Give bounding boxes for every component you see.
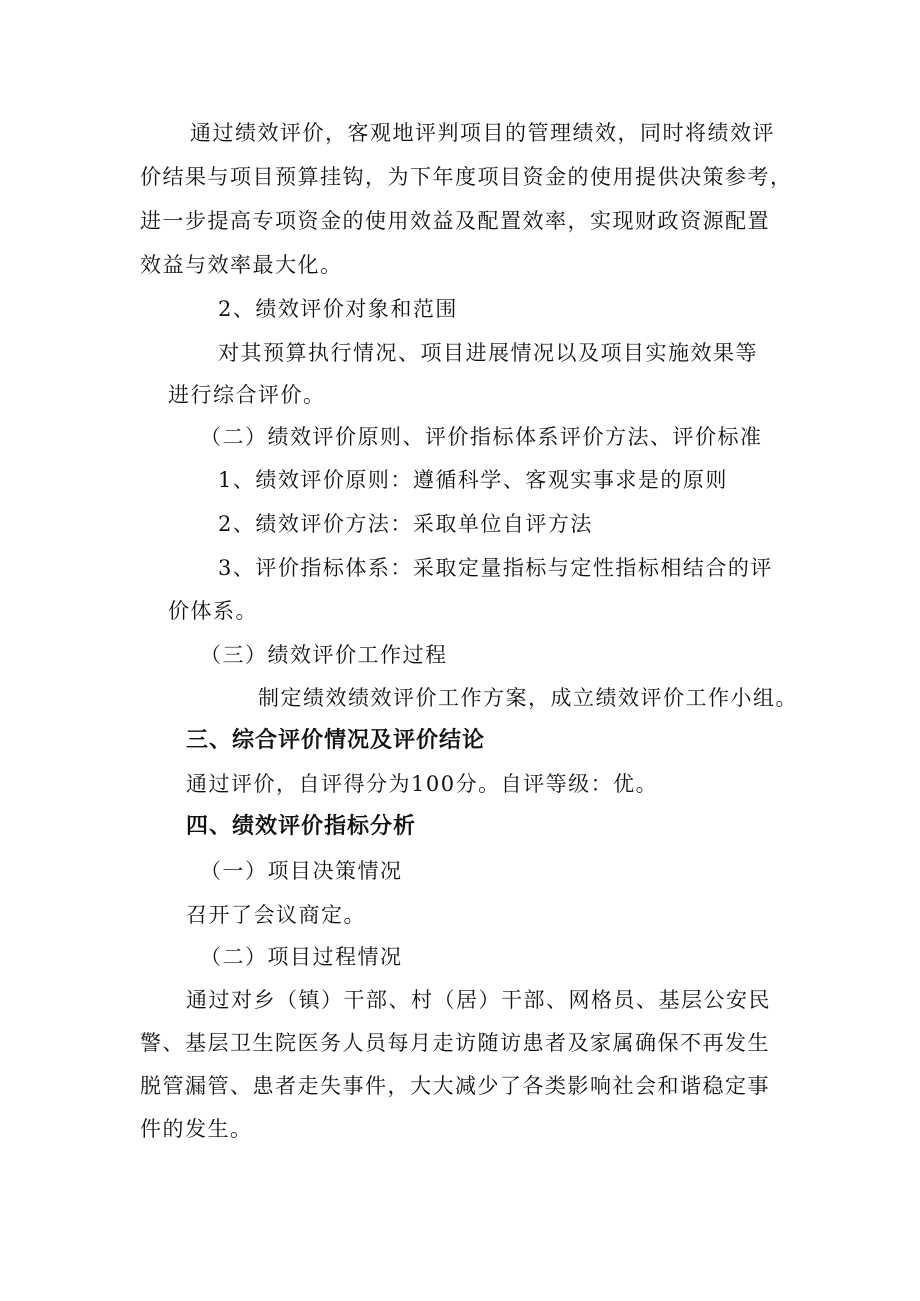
subsection-heading: 2、绩效评价对象和范围: [218, 297, 458, 321]
paragraph-line: 通过对乡（镇）干部、村（居）干部、网格员、基层公安民: [186, 988, 771, 1012]
paragraph-line: 进行综合评价。: [168, 383, 326, 407]
paragraph-line: 件的发生。: [140, 1117, 253, 1141]
paragraph-line: 价体系。: [168, 599, 258, 623]
list-item: 3、评价指标体系：采取定量指标与定性指标相结合的评: [218, 556, 773, 580]
subsection-heading: （二）项目过程情况: [200, 945, 403, 969]
paragraph-line: 效益与效率最大化。: [140, 253, 343, 277]
paragraph-line: 制定绩效绩效评价工作方案，成立绩效评价工作小组。: [258, 686, 798, 710]
section-heading: 三、综合评价情况及评价结论: [186, 728, 486, 753]
paragraph-line: 对其预算执行情况、项目进展情况以及项目实施效果等: [218, 341, 758, 365]
paragraph-line: 进一步提高专项资金的使用效益及配置效率，实现财政资源配置: [140, 209, 770, 233]
section-heading: 四、绩效评价指标分析: [186, 814, 417, 839]
list-item: 2、绩效评价方法：采取单位自评方法: [218, 512, 593, 536]
paragraph-line: 通过绩效评价，客观地评判项目的管理绩效，同时将绩效评: [190, 121, 775, 145]
subsection-heading: （三）绩效评价工作过程: [200, 643, 448, 667]
paragraph-line: 通过评价，自评得分为100分。自评等级：优。: [186, 772, 659, 796]
paragraph-line: 召开了会议商定。: [186, 903, 366, 927]
list-item: 1、绩效评价原则：遵循科学、客观实事求是的原则: [218, 468, 728, 492]
subsection-heading: （二）绩效评价原则、评价指标体系评价方法、评价标准: [200, 425, 763, 449]
paragraph-line: 脱管漏管、患者走失事件，大大减少了各类影响社会和谐稳定事: [140, 1074, 770, 1098]
paragraph-line: 警、基层卫生院医务人员每月走访随访患者及家属确保不再发生: [140, 1031, 770, 1055]
paragraph-line: 价结果与项目预算挂钩，为下年度项目资金的使用提供决策参考，: [140, 165, 793, 189]
subsection-heading: （一）项目决策情况: [200, 859, 403, 883]
